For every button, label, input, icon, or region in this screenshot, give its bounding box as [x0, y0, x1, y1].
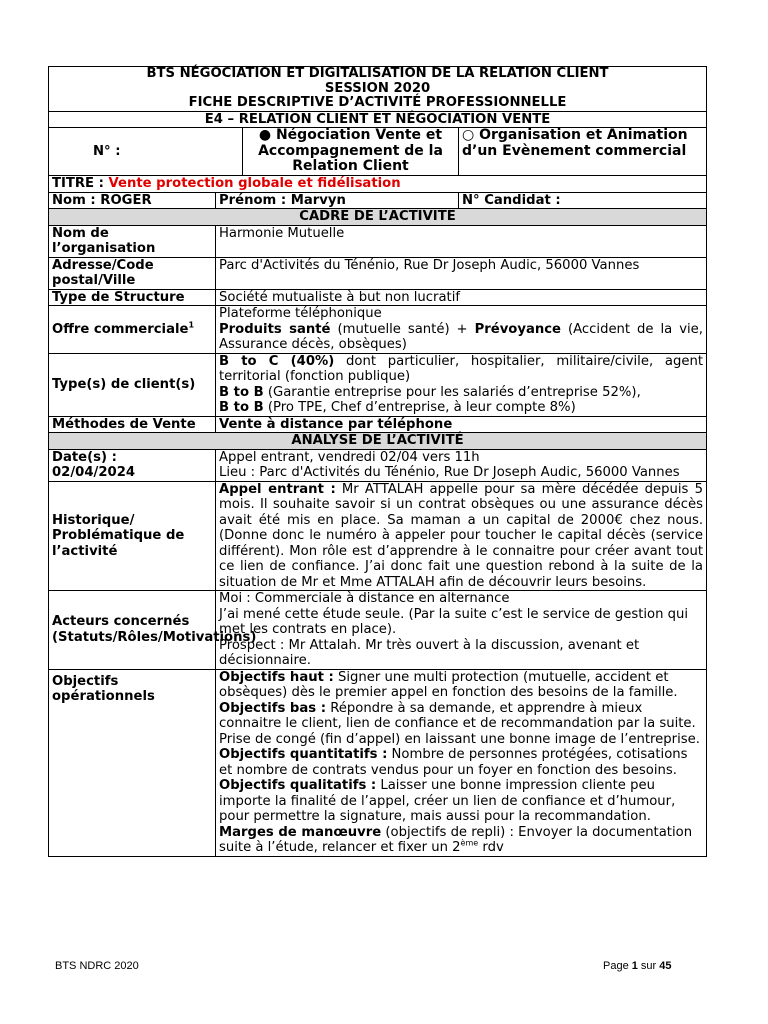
- methodes-value: Vente à distance par téléphone: [216, 416, 707, 433]
- offre-prevoyance-detail: (Accident de la vie, Assurance décès, obsèques): [219, 321, 703, 352]
- header-row: [49, 67, 707, 112]
- date-label: Date(s) :: [52, 449, 117, 465]
- clients-btob-1: B to B: [219, 384, 264, 400]
- clients-btoc: B to C (40%): [219, 353, 335, 369]
- offre-value: [216, 306, 707, 354]
- obj-bas-label: Objectifs bas :: [219, 700, 326, 716]
- analyse-heading: ANALYSE DE L’ACTIVITÉ: [49, 433, 707, 450]
- adresse-label: Adresse/Code postal/Ville: [49, 257, 216, 289]
- titre-value: Vente protection globale et fidélisation: [108, 176, 401, 191]
- page-mid: sur: [637, 960, 660, 972]
- date-label-cell: [49, 449, 216, 481]
- date-value: 02/04/2024: [52, 465, 136, 480]
- adresse-row: [49, 257, 707, 289]
- epreuve-title: E4 – RELATION CLIENT ET NÉGOCIATION VENTE: [49, 111, 707, 128]
- offre-label-cell: [49, 306, 216, 354]
- activity-table: [48, 66, 707, 857]
- obj-haut-text: Signer une multi protection (mutuelle, accident et obsèques) dès le premier appel en fonction des besoins de la famille.: [219, 669, 678, 700]
- header-line-2: SESSION 2020: [324, 80, 431, 96]
- option-evenement-label: Organisation et Animation d’un Evènement commercial: [462, 127, 688, 159]
- offre-sante-detail: (mutuelle santé) +: [330, 321, 475, 337]
- historique-bold: Appel entrant :: [219, 481, 336, 497]
- organisation-label: Nom de l’organisation: [49, 225, 216, 257]
- prenom: Prénom : Marvyn: [216, 192, 459, 209]
- acteurs-value: [216, 591, 707, 670]
- objectifs-row: [49, 669, 707, 856]
- acteurs-row: [49, 591, 707, 670]
- historique-value: [216, 481, 707, 591]
- obj-haut-label: Objectifs haut :: [219, 669, 334, 685]
- date-row: [49, 449, 707, 481]
- methodes-label: Méthodes de Vente: [49, 416, 216, 433]
- activity-sheet: [48, 66, 706, 857]
- offre-sante: Produits santé: [219, 321, 331, 337]
- clients-btob-1-detail: (Garantie entreprise pour les salariés d’entreprise 52%),: [263, 384, 641, 400]
- structure-value: Société mutualiste à but non lucratif: [216, 289, 707, 306]
- footnote-marker: 1: [188, 320, 195, 330]
- identity-row: [49, 192, 707, 209]
- options-row: [49, 128, 707, 176]
- date-line-2: Lieu : Parc d'Activités du Ténénio, Rue Dr Joseph Audic, 56000 Vannes: [219, 465, 680, 480]
- header-line-1: BTS NÉGOCIATION ET DIGITALISATION DE LA RELATION CLIENT: [146, 66, 609, 81]
- historique-text: Mr ATTALAH appelle pour sa mère décédée depuis 5 mois. Il souhaite savoir si un contrat obsèques ou une assurance décès avait été mis en place. Sa maman a un capital de 2000€ chez nous. (Donne donc le numéro à appeler pour toucher le capital décès (service différent). Mon rôle est d’apprendre à le connaitre pour créer avant tout ce lien de confiance. J’ai donc fait une question rebond à la suite de la situation de Mr et Mme ATTALAH afin de découvrir leurs besoins.: [219, 481, 704, 590]
- historique-row: [49, 481, 707, 591]
- candidat-number: N° Candidat :: [459, 192, 707, 209]
- footer-left: BTS NDRC 2020: [55, 960, 139, 972]
- objectifs-label: Objectifs opérationnels: [49, 669, 216, 856]
- organisation-value: Harmonie Mutuelle: [216, 225, 707, 257]
- clients-value: [216, 353, 707, 416]
- epreuve-row: [49, 111, 707, 128]
- methodes-row: [49, 416, 707, 433]
- empty-bullet-icon: ○: [462, 127, 475, 143]
- filled-bullet-icon: ●: [258, 127, 272, 143]
- page-total: 45: [659, 960, 672, 972]
- clients-btob-2-detail: (Pro TPE, Chef d’entreprise, à leur compte 8%): [263, 400, 576, 415]
- organisation-row: [49, 225, 707, 257]
- footer-page-number: [603, 960, 672, 972]
- clients-btoc-detail: dont particulier, hospitalier, militaire/civile, agent territorial (fonction publique): [219, 353, 704, 384]
- marges-text: (objectifs de repli) : Envoyer la documentation suite à l’étude, relancer et fixer un 2: [219, 824, 693, 855]
- cadre-heading-row: [49, 209, 707, 226]
- acteurs-line-1: Moi : Commerciale à distance en alternance: [219, 591, 510, 606]
- clients-btob-2: B to B: [219, 400, 264, 415]
- page-current: 1: [631, 960, 638, 972]
- acteurs-line-3: Prospect : Mr Attalah. Mr très ouvert à la discussion, avenant et décisionnaire.: [219, 637, 640, 668]
- obj-quali-text: Laisser une bonne impression cliente peu importe la finalité de l’appel, créer un lien de confiance et d’humour, pour permettre la signature, mais aussi pour la recommandation.: [219, 778, 676, 824]
- marges-sup: ème: [460, 838, 479, 848]
- page-prefix: Page: [603, 960, 632, 972]
- date-detail: [216, 449, 707, 481]
- obj-quali-label: Objectifs qualitatifs :: [219, 778, 377, 793]
- acteurs-line-2: J’ai mené cette étude seule. (Par la suite c’est le service de gestion qui met les contrats en place).: [219, 606, 689, 637]
- option-negociation: [243, 128, 459, 176]
- clients-row: [49, 353, 707, 416]
- historique-label: Historique/ Problématique de l’activité: [49, 481, 216, 591]
- obj-quanti-label: Objectifs quantitatifs :: [219, 747, 388, 762]
- clients-label: Type(s) de client(s): [49, 353, 216, 416]
- option-evenement: [459, 128, 707, 176]
- adresse-value: Parc d'Activités du Ténénio, Rue Dr Joseph Audic, 56000 Vannes: [216, 257, 707, 289]
- obj-bas-text: Répondre à sa demande, et apprendre à mieux connaitre le client, lien de confiance et de recommandation par la suite. Prise de congé (fin d’appel) en laissant une bonne image de l’entreprise.: [219, 700, 700, 747]
- objectifs-value: [216, 669, 707, 856]
- offre-line-1: Plateforme téléphonique: [219, 306, 382, 321]
- acteurs-label: Acteurs concernés (Statuts/Rôles/Motivations): [49, 591, 216, 670]
- titre-row: [49, 176, 707, 193]
- numero-label: N° :: [49, 128, 243, 176]
- offre-prevoyance: Prévoyance: [474, 321, 561, 337]
- structure-label: Type de Structure: [49, 289, 216, 306]
- offre-row: [49, 306, 707, 354]
- titre-label: TITRE :: [52, 176, 109, 191]
- structure-row: [49, 289, 707, 306]
- marges-label: Marges de manœuvre: [219, 824, 382, 840]
- analyse-heading-row: [49, 433, 707, 450]
- obj-quanti-text: Nombre de personnes protégées, cotisations et nombre de contrats vendus pour un foyer en fonction des besoins.: [219, 747, 688, 778]
- nom: Nom : ROGER: [49, 192, 216, 209]
- option-negociation-label: Négociation Vente et Accompagnement de la Relation Client: [258, 127, 443, 174]
- offre-label: Offre commerciale: [52, 321, 189, 337]
- header-line-3: FICHE DESCRIPTIVE D’ACTIVITÉ PROFESSIONNELLE: [188, 95, 567, 110]
- cadre-heading: CADRE DE L’ACTIVITE: [49, 209, 707, 226]
- date-line-1: Appel entrant, vendredi 02/04 vers 11h: [219, 449, 480, 465]
- marges-end: rdv: [478, 840, 504, 855]
